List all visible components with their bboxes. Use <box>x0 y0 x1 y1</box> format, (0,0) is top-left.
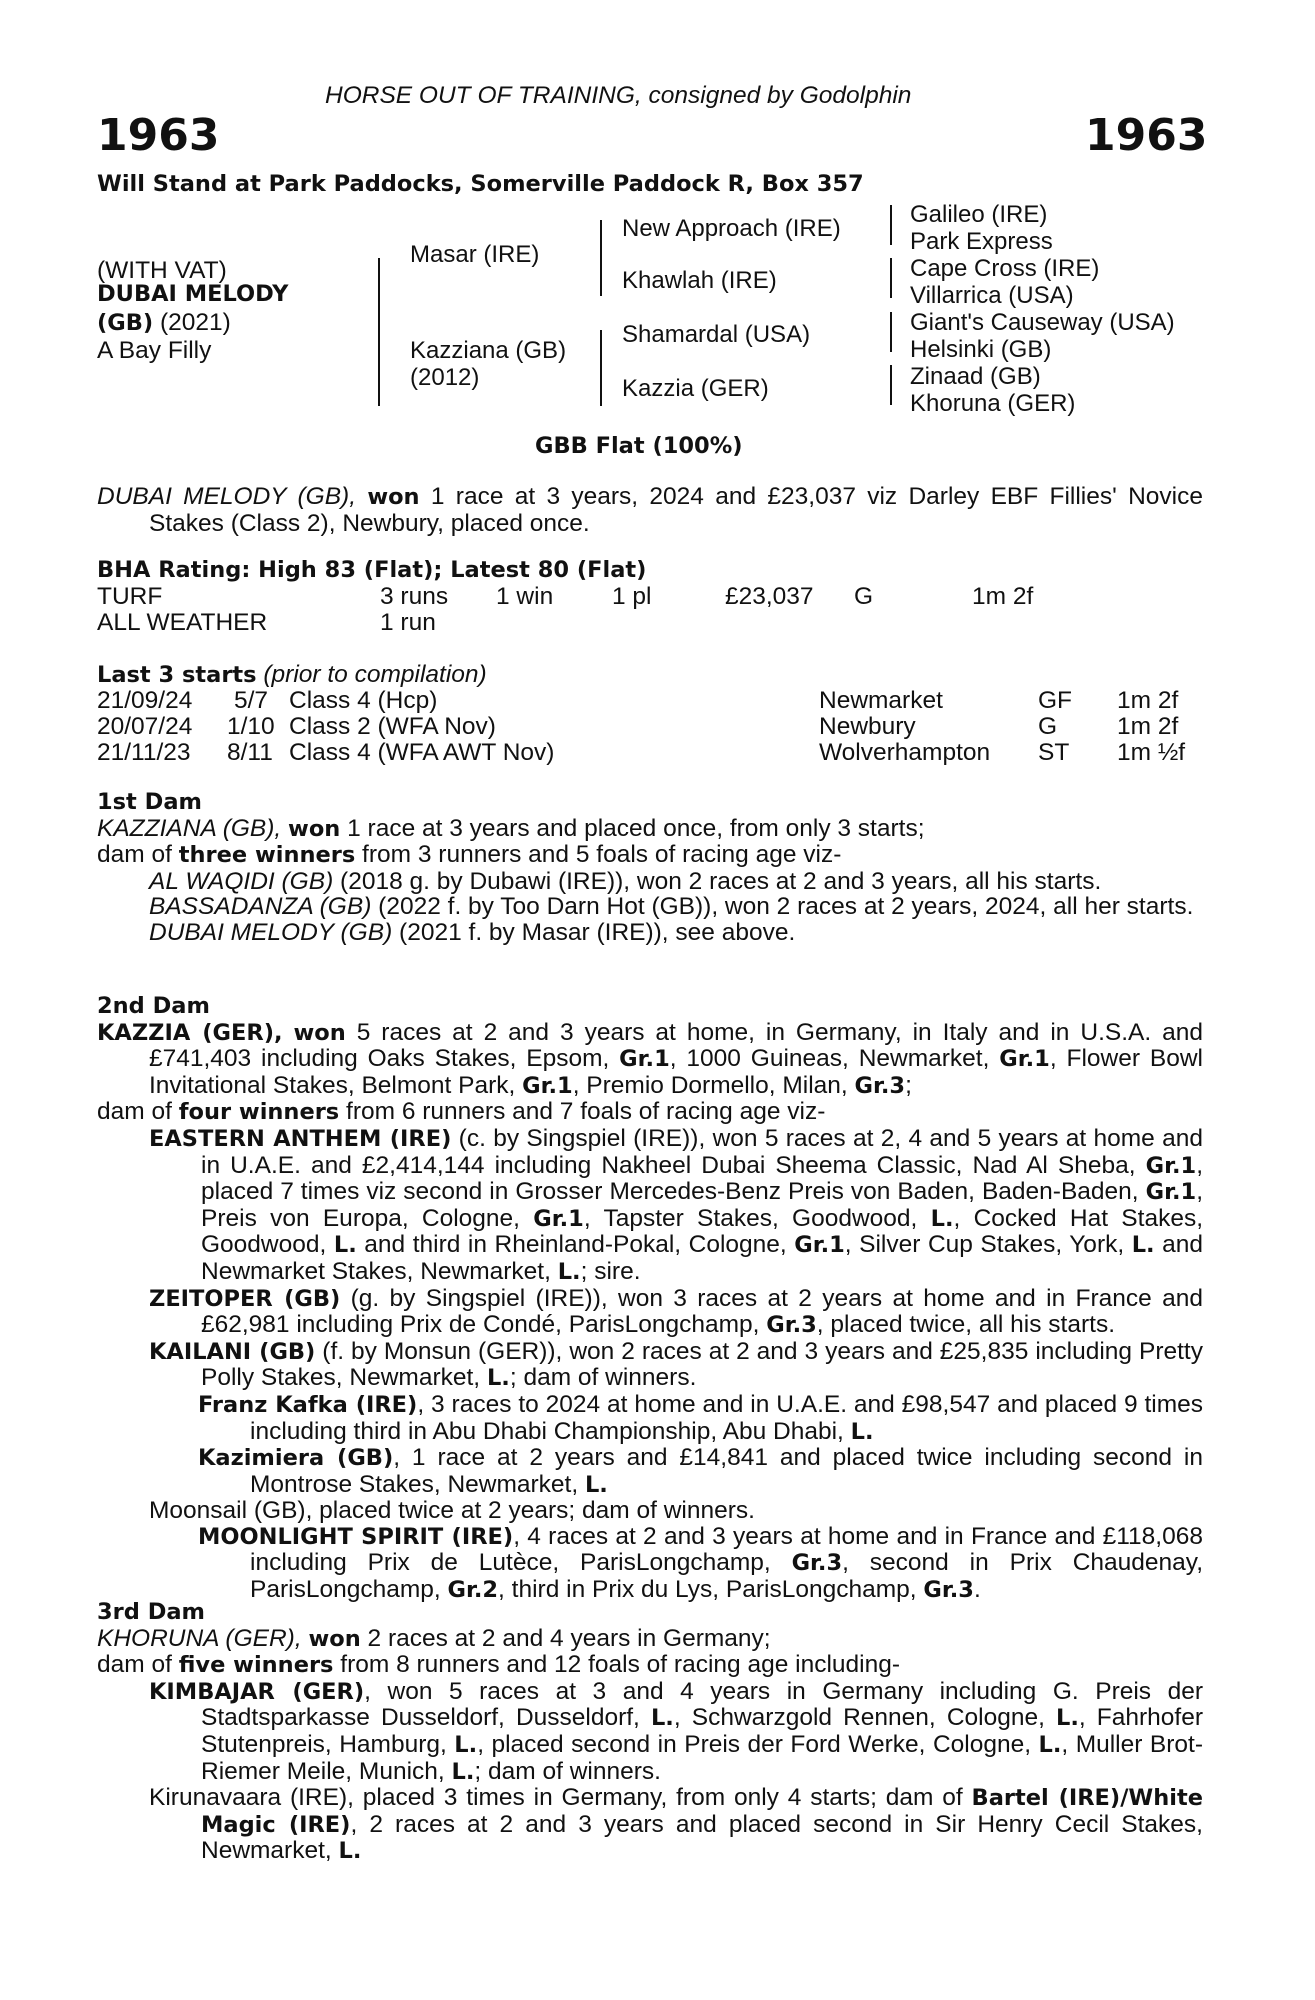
dam-year: (2012) <box>410 364 480 391</box>
vat-note: (WITH VAT) <box>97 257 227 284</box>
sire-sire: New Approach (IRE) <box>622 215 841 242</box>
section-title: 3rd Dam <box>97 1599 205 1625</box>
brace-g2 <box>890 258 892 298</box>
stand-location: Will Stand at Park Paddocks, Somerville Paddock R, Box 357 <box>97 171 864 197</box>
dam-sire-dam: Helsinki (GB) <box>910 336 1052 363</box>
section-title: 2nd Dam <box>97 993 210 1019</box>
sire-dam-sire: Cape Cross (IRE) <box>910 255 1100 282</box>
bha-rating: BHA Rating: High 83 (Flat); Latest 80 (Flat) <box>97 557 647 583</box>
dam-dam: Kazzia (GER) <box>622 375 769 402</box>
brace-g4 <box>890 365 892 405</box>
section-title: 1st Dam <box>97 789 202 815</box>
horse-name: DUBAI MELODY <box>97 281 289 307</box>
sire-dam: Khawlah (IRE) <box>622 267 777 294</box>
gbb-status: GBB Flat (100%) <box>535 433 743 459</box>
last-starts-title: Last 3 starts (prior to compilation) <box>97 661 487 688</box>
dam-name: Kazziana (GB) <box>410 337 567 364</box>
horse-country-year: (GB) (2021) <box>97 309 231 336</box>
brace-g1 <box>890 205 892 245</box>
lot-number-left: 1963 <box>97 110 220 161</box>
lot-number-right: 1963 <box>1085 110 1208 161</box>
sire-dam-dam: Villarrica (USA) <box>910 282 1074 309</box>
race-summary: DUBAI MELODY (GB), won 1 race at 3 years, 2024 and £23,037 viz Darley EBF Fillies' Novice Stakes (Class 2), Newbury, placed once. <box>97 483 1203 537</box>
dam-sire: Shamardal (USA) <box>622 321 811 348</box>
horse-description: A Bay Filly <box>97 337 212 364</box>
third-dam-section: 3rd Dam KHORUNA (GER), won 2 races at 2 and 4 years in Germany; dam of five winners from 8 runners and 12 foals of racing age including- KIMBAJAR (GER), won 5 races at 3 and 4 years in Germany including G. Preis der Stadtsparkasse Dusseldorf, Dusseldorf, L., Schwarzgold Rennen, Cologne, L., Fahrhofer Stutenpreis, Hamburg, L., placed second in Preis der Ford Werke, Cologne, L., Muller Brot-Riemer Meile, Munich, L.; dam of winners. Kirunavaara (IRE), placed 3 times in Germany, from only 4 starts; dam of Bartel (IRE)/White Magic (IRE), 2 races at 2 and 3 years and placed second in Sir Henry Cecil Stakes, Newmarket, L. <box>97 1599 1203 1865</box>
brace-g3 <box>890 312 892 352</box>
sire-sire-sire: Galileo (IRE) <box>910 201 1048 228</box>
first-dam-section: 1st Dam KAZZIANA (GB), won 1 race at 3 years and placed once, from only 3 starts; dam of three winners from 3 runners and 5 foals of racing age viz- AL WAQIDI (GB) (2018 g. by Dubawi (IRE)), won 2 races at 2 and 3 years, all his starts. BASSADANZA (GB) (2022 f. by Too Darn Hot (GB)), won 2 races at 2 years, 2024, all her starts. DUBAI MELODY (GB) (2021 f. by Masar (IRE)), see above. <box>97 790 1203 946</box>
sire: Masar (IRE) <box>410 241 540 268</box>
dam-sire-sire: Giant's Causeway (USA) <box>910 309 1175 336</box>
dam-dam-sire: Zinaad (GB) <box>910 363 1041 390</box>
consignment-line: HORSE OUT OF TRAINING, consigned by Godolphin <box>325 82 912 109</box>
brace-parents <box>378 258 380 406</box>
brace-sire-parents <box>600 220 602 296</box>
sire-sire-dam: Park Express <box>910 228 1053 255</box>
dam-dam-dam: Khoruna (GER) <box>910 390 1076 417</box>
second-dam-section: 2nd Dam KAZZIA (GER), won 5 races at 2 and 3 years at home, in Germany, in Italy and in U.S.A. and £741,403 including Oaks Stakes, Epsom, Gr.1, 1000 Guineas, Newmarket, Gr.1, Flower Bowl Invitational Stakes, Belmont Park, Gr.1, Premio Dormello, Milan, Gr.3; dam of four winners from 6 runners and 7 foals of racing age viz- EASTERN ANTHEM (IRE) (c. by Singspiel (IRE)), won 5 races at 2, 4 and 5 years at home and in U.A.E. and £2,414,144 including Nakheel Dubai Sheema Classic, Nad Al Sheba, Gr.1, placed 7 times viz second in Grosser Mercedes-Benz Preis von Baden, Baden-Baden, Gr.1, Preis von Europa, Cologne, Gr.1, Tapster Stakes, Goodwood, L., Cocked Hat Stakes, Goodwood, L. and third in Rheinland-Pokal, Cologne, Gr.1, Silver Cup Stakes, York, L. and Newmarket Stakes, Newmarket, L.; sire. ZEITOPER (GB) (g. by Singspiel (IRE)), won 3 races at 2 years at home and in France and £62,981 including Prix de Condé, ParisLongchamp, Gr.3, placed twice, all his starts. KAILANI (GB) (f. by Monsun (GER)), won 2 races at 2 and 3 years and £25,835 including Pretty Polly Stakes, Newmarket, L.; dam of winners. Franz Kafka (IRE), 3 races to 2024 at home and in U.A.E. and £98,547 and placed 9 times including third in Abu Dhabi Championship, Abu Dhabi, L. Kazimiera (GB), 1 race at 2 years and £14,841 and placed twice including second in Montrose Stakes, Newmarket, L. Moonsail (GB), placed twice at 2 years; dam of winners. MOONLIGHT SPIRIT (IRE), 4 races at 2 and 3 years at home and in France and £118,068 including Prix de Lutèce, ParisLongchamp, Gr.3, second in Prix Chaudenay, ParisLongchamp, Gr.2, third in Prix du Lys, ParisLongchamp, Gr.3. <box>97 993 1204 1604</box>
brace-dam-parents <box>600 330 602 406</box>
